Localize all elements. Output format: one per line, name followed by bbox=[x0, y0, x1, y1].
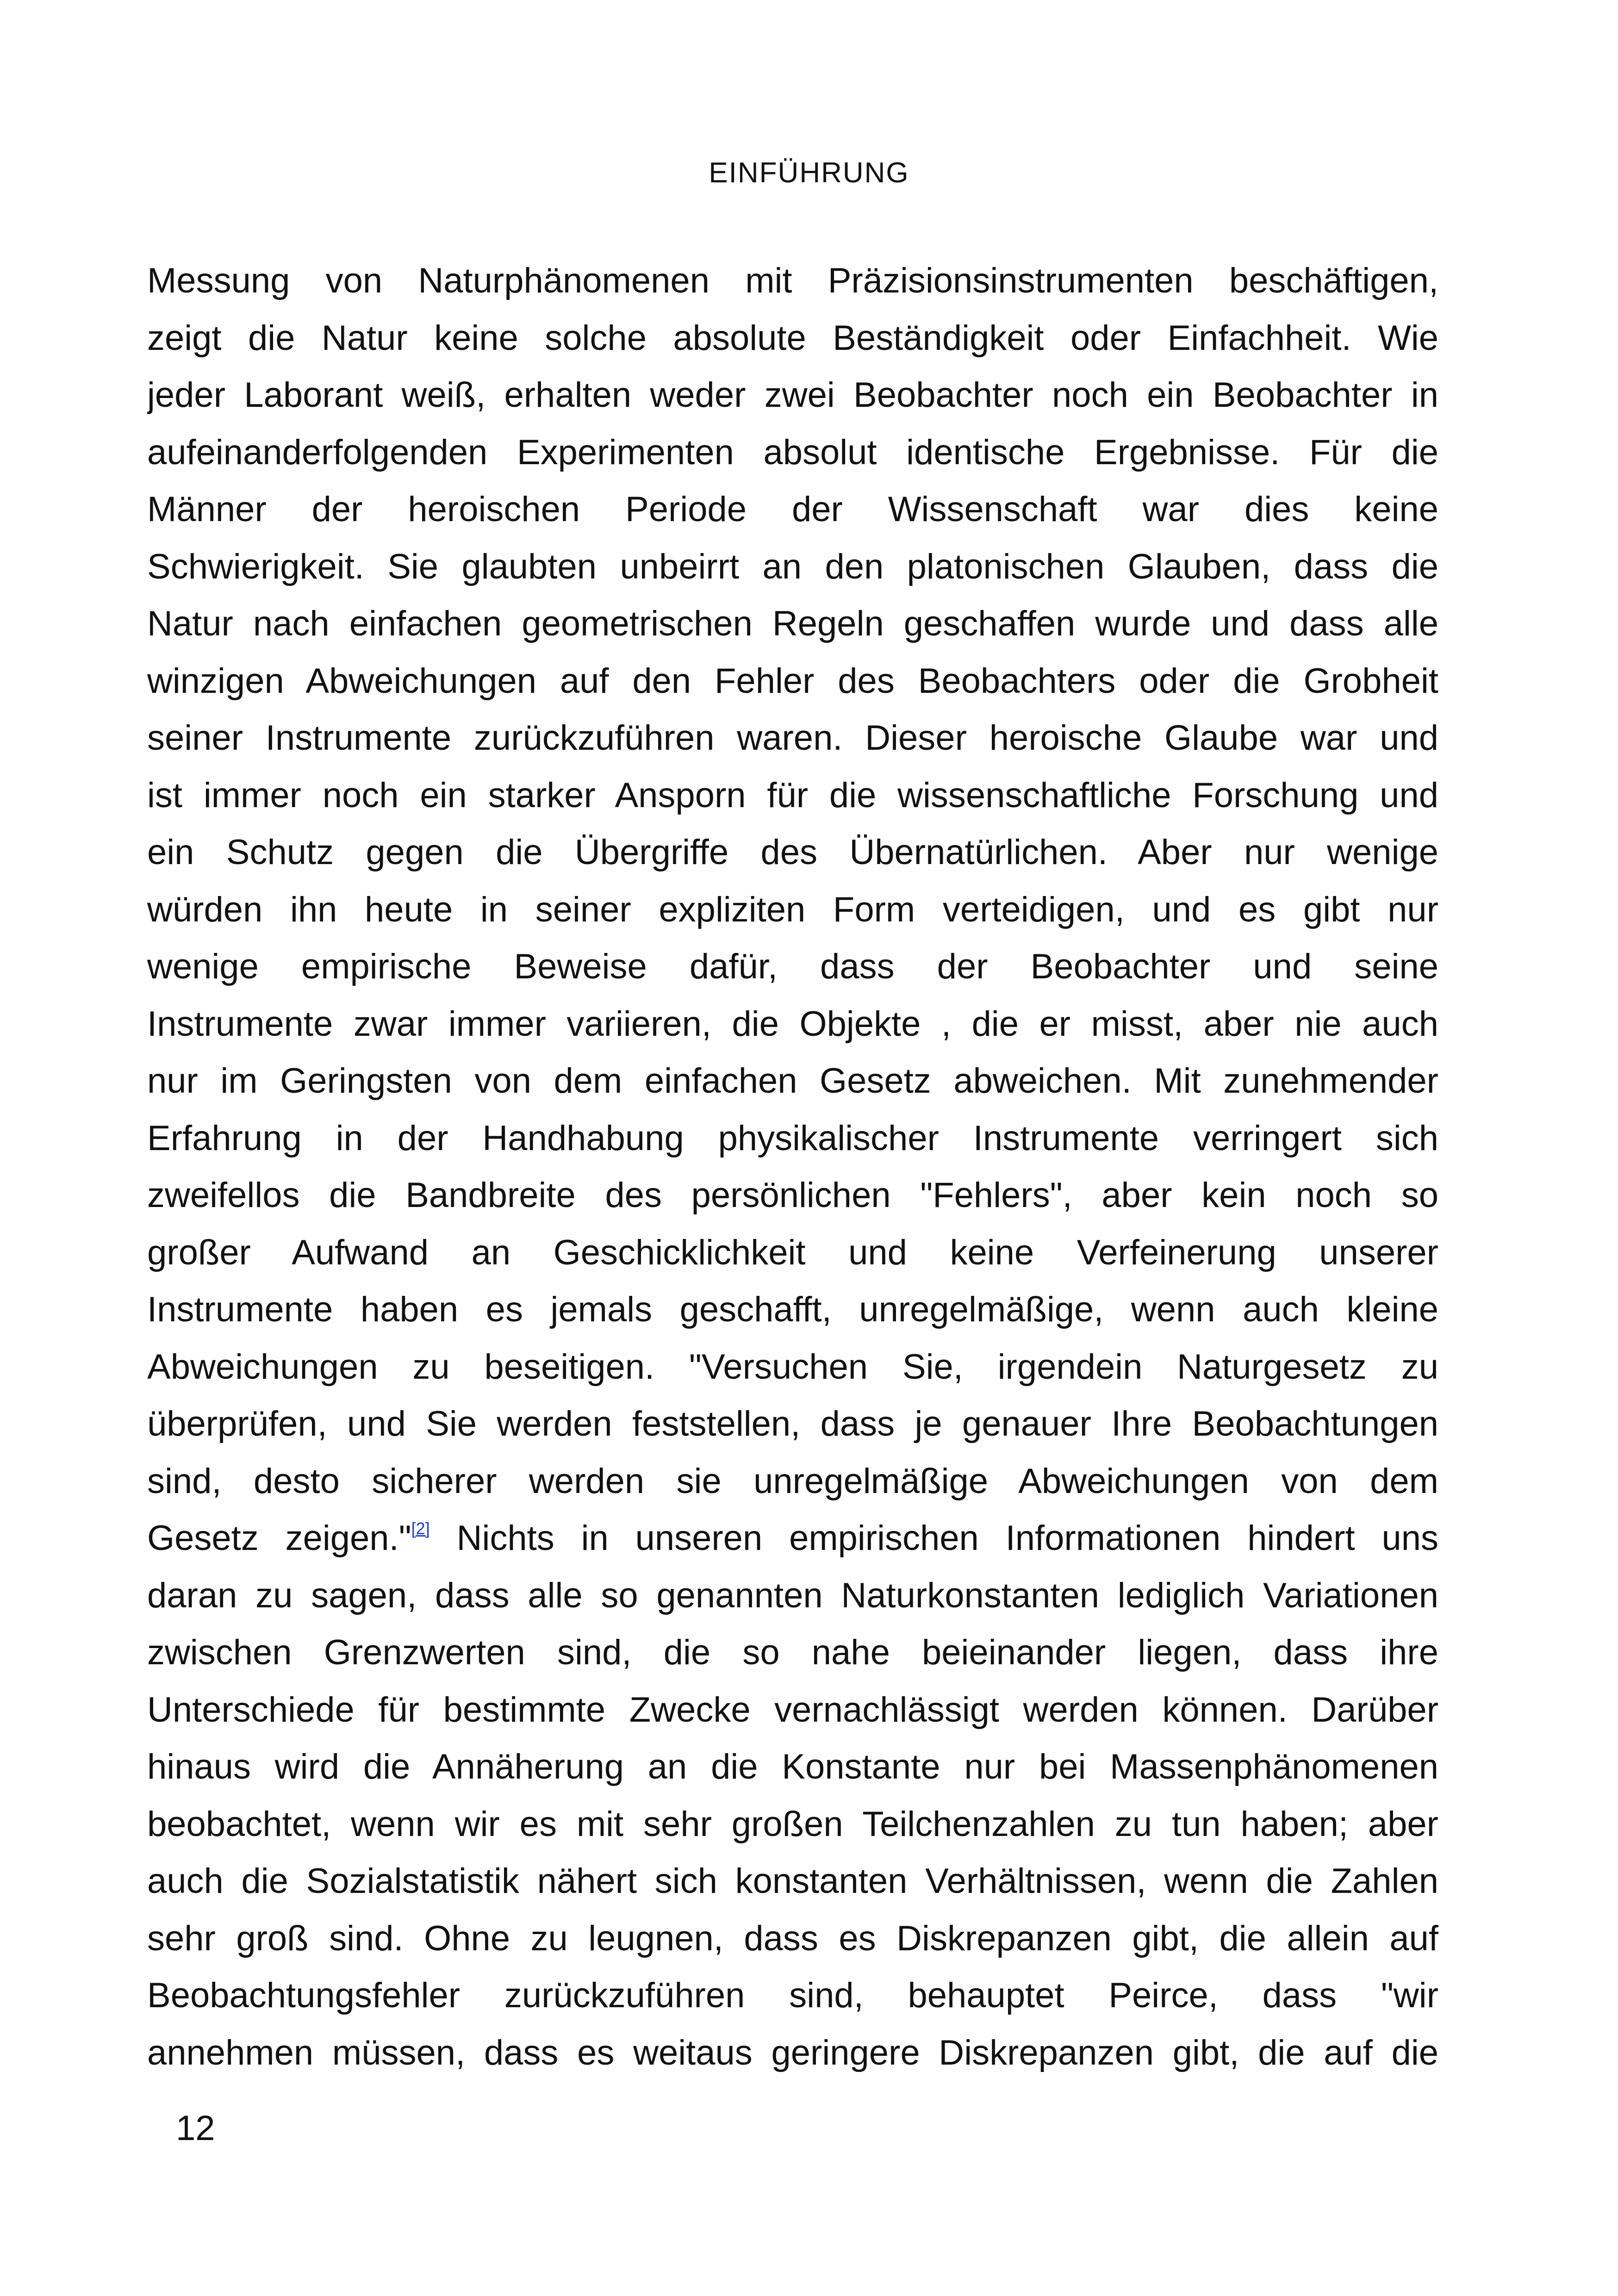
text-line: annehmen müssen, dass es weitaus geringere Diskrepanzen gibt, die auf die bbox=[147, 2033, 1438, 2072]
text-segment: Gesetz zeigen." bbox=[147, 1518, 411, 1558]
text-line: auch die Sozialstatistik nähert sich konstanten Verhältnissen, wenn die Zahlen bbox=[147, 1861, 1438, 1901]
text-line: seiner Instrumente zurückzuführen waren. Dieser heroische Glaube war und bbox=[147, 718, 1438, 758]
text-line: ein Schutz gegen die Übergriffe des Übernatürlichen. Aber nur wenige bbox=[147, 833, 1438, 872]
body-paragraph bbox=[147, 252, 1438, 2081]
page-number: 12 bbox=[176, 2109, 215, 2148]
running-header: EINFÜHRUNG bbox=[709, 157, 909, 189]
text-segment: Nichts in unseren empirischen Informationen hindert uns bbox=[456, 1518, 1438, 1558]
text-line: wenige empirische Beweise dafür, dass der Beobachter und seine bbox=[147, 947, 1438, 986]
text-line: Erfahrung in der Handhabung physikalischer Instrumente verringert sich bbox=[147, 1118, 1438, 1158]
text-line: zeigt die Natur keine solche absolute Beständigkeit oder Einfachheit. Wie bbox=[147, 318, 1438, 358]
text-line-with-footnote bbox=[147, 1510, 1438, 1567]
text-line: Messung von Naturphänomenen mit Präzisionsinstrumenten beschäftigen, bbox=[147, 261, 1438, 300]
text-line: ist immer noch ein starker Ansporn für die wissenschaftliche Forschung und bbox=[147, 775, 1438, 815]
text-line: jeder Laborant weiß, erhalten weder zwei Beobachter noch ein Beobachter in bbox=[147, 375, 1438, 415]
footnote-link[interactable]: [2] bbox=[411, 1519, 430, 1538]
text-line: Instrumente haben es jemals geschafft, unregelmäßige, wenn auch kleine bbox=[147, 1290, 1438, 1329]
text-line: großer Aufwand an Geschicklichkeit und keine Verfeinerung unserer bbox=[147, 1232, 1438, 1272]
text-line: hinaus wird die Annäherung an die Konstante nur bei Massenphänomenen bbox=[147, 1747, 1438, 1786]
text-line: Natur nach einfachen geometrischen Regeln geschaffen wurde und dass alle bbox=[147, 604, 1438, 643]
text-line: Abweichungen zu beseitigen. "Versuchen Sie, irgendein Naturgesetz zu bbox=[147, 1347, 1438, 1387]
text-line: zweifellos die Bandbreite des persönlichen "Fehlers", aber kein noch so bbox=[147, 1176, 1438, 1215]
text-line: Instrumente zwar immer variieren, die Objekte , die er misst, aber nie auch bbox=[147, 1004, 1438, 1044]
text-line: sind, desto sicherer werden sie unregelmäßige Abweichungen von dem bbox=[147, 1461, 1438, 1501]
text-line: zwischen Grenzwerten sind, die so nahe beieinander liegen, dass ihre bbox=[147, 1633, 1438, 1672]
text-line: Unterschiede für bestimmte Zwecke vernachlässigt werden können. Darüber bbox=[147, 1690, 1438, 1730]
text-line: nur im Geringsten von dem einfachen Gesetz abweichen. Mit zunehmender bbox=[147, 1061, 1438, 1101]
text-line: winzigen Abweichungen auf den Fehler des Beobachters oder die Grobheit bbox=[147, 661, 1438, 701]
text-line: Schwierigkeit. Sie glaubten unbeirrt an den platonischen Glauben, dass die bbox=[147, 547, 1438, 586]
text-line: überprüfen, und Sie werden feststellen, dass je genauer Ihre Beobachtungen bbox=[147, 1404, 1438, 1444]
text-line: Beobachtungsfehler zurückzuführen sind, behauptet Peirce, dass "wir bbox=[147, 1976, 1438, 2015]
text-line: daran zu sagen, dass alle so genannten Naturkonstanten lediglich Variationen bbox=[147, 1575, 1438, 1615]
text-line: würden ihn heute in seiner expliziten Form verteidigen, und es gibt nur bbox=[147, 890, 1438, 929]
text-line: Männer der heroischen Periode der Wissenschaft war dies keine bbox=[147, 490, 1438, 529]
text-line: sehr groß sind. Ohne zu leugnen, dass es Diskrepanzen gibt, die allein auf bbox=[147, 1918, 1438, 1958]
text-line: aufeinanderfolgenden Experimenten absolut identische Ergebnisse. Für die bbox=[147, 432, 1438, 472]
text-line: beobachtet, wenn wir es mit sehr großen Teilchenzahlen zu tun haben; aber bbox=[147, 1804, 1438, 1844]
